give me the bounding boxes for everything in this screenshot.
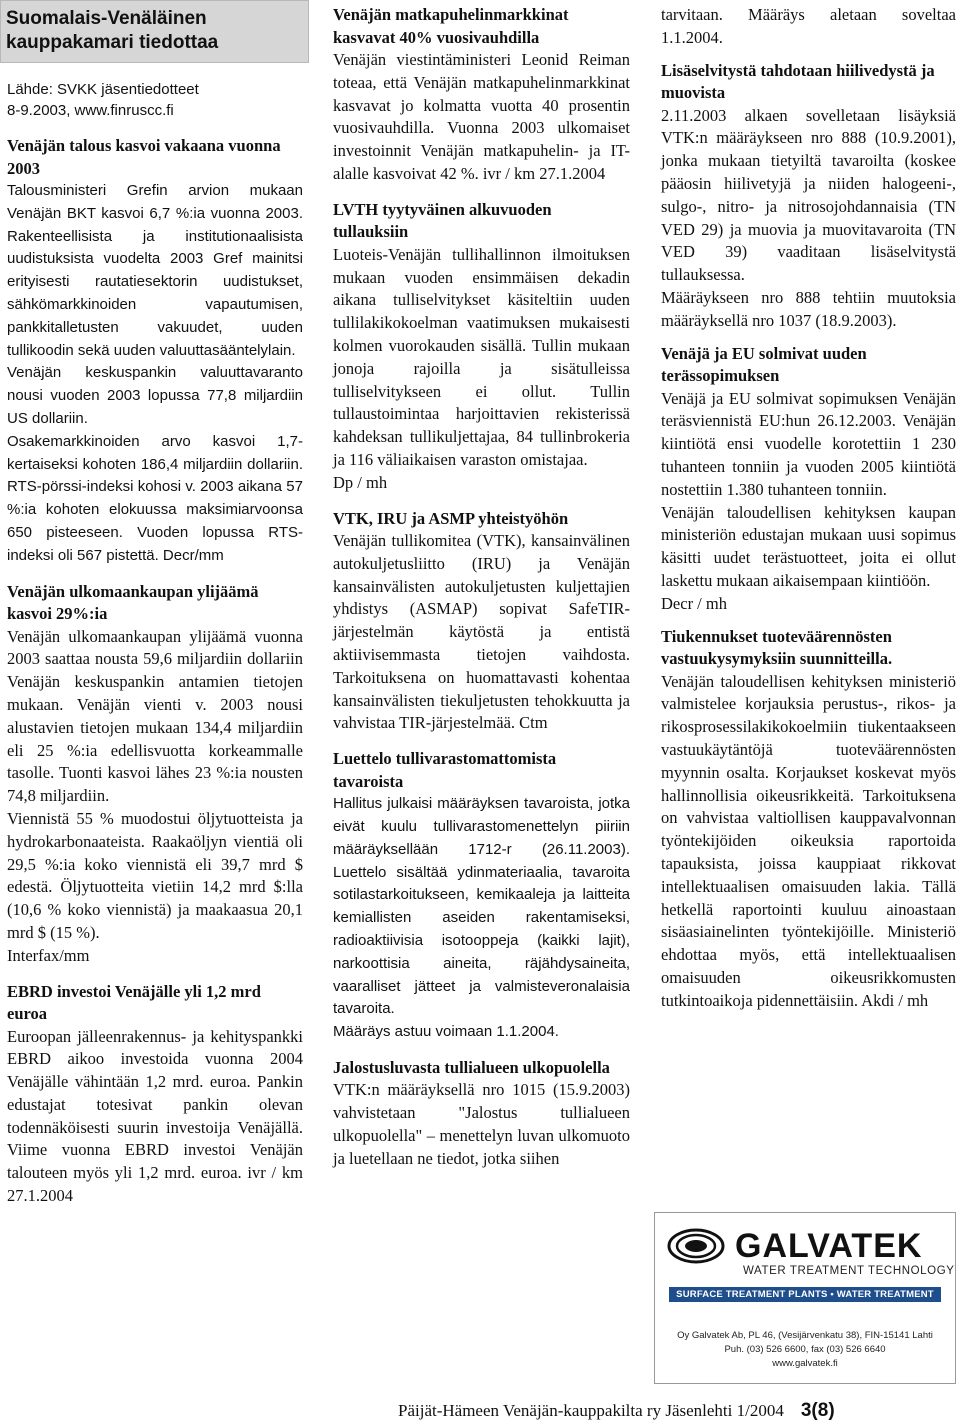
article-paragraph: VTK:n määräyksellä nro 1015 (15.9.2003) vahvistetaan "Jalostus tullialueen ulkopuolella" – menettelyn luvan ulkomuoto ja luetellaan ne tiedot, jotka siihen xyxy=(333,1080,630,1168)
column-1 xyxy=(7,0,303,1208)
article-title: EBRD investoi Venäjälle yli 1,2 mrd euroa xyxy=(7,981,261,1023)
company-phone: Puh. (03) 526 6600, fax (03) 526 6640 xyxy=(724,1344,886,1355)
brand-name: GALVATEK xyxy=(735,1227,923,1265)
company-address: Oy Galvatek Ab, PL 46, (Vesijärvenkatu 38), FIN-15141 Lahti xyxy=(677,1330,933,1341)
article-paragraph: Talousministeri Grefin arvion mukaan Venäjän BKT kasvoi 6,7 %:ia vuonna 2003. Rakenteellisista ja institutionaalisista uudistuksista vuodelta 2003 Gref mainitsi erityisesti rautatiesektorin uudistukset, sähkömarkkinoiden vapautumisen, pankkitalletusten vakuudet, uuden tullikoodin sekä uuden valuuttasääntelylain. xyxy=(7,182,303,359)
article-title: Jalostusluvasta tullialueen ulkopuolella xyxy=(333,1057,610,1077)
article-continuation xyxy=(661,4,956,50)
services-banner: SURFACE TREATMENT PLANTS • WATER TREATMENT PLANTS xyxy=(669,1287,941,1302)
article xyxy=(7,135,303,568)
article-title: LVTH tyytyväinen alkuvuoden tullauksiin xyxy=(333,199,552,242)
source-line2: 8-9.2003, www.finruscc.fi xyxy=(7,102,174,119)
section-header-line1: Suomalais-Venäläinen xyxy=(6,8,207,29)
article xyxy=(333,199,630,495)
article xyxy=(661,60,956,333)
article-paragraph: Venäjän viestintäministeri Leonid Reiman toteaa, että Venäjän matkapuhelinmarkkinat kasvavat jo kolmatta vuotta 40 prosentin vuosivauhdilla. Vuonna 2003 ulkomaiset investoinnit Venäjän matkapuhelin- ja IT-alalle kasvoivat 42 %. ivr / km 27.1.2004 xyxy=(333,50,630,183)
article-title: Luettelo tullivarastomattomista tavaroista xyxy=(333,749,557,791)
page-footer xyxy=(398,1400,835,1422)
article xyxy=(333,4,630,186)
section-header-box xyxy=(0,0,309,63)
article xyxy=(661,343,956,616)
galvatek-advertisement xyxy=(654,1212,956,1384)
article-paragraph: Hallitus julkaisi määräyksen tavaroista, jotka eivät kuulu tullivarastomenettelyn piiriin määräyksellään 1712-r (26.11.2003). Luettelo sisältää ydinmateriaalia, tavaroita sotilastarkoitukseen, kemikaaleja ja laitteita kemiallisten aseiden rakentamiseksi, radioaktiivisia isotooppeja (kaikki lajit), narkoottisia aineita, räjähdysaineita, vaaralliset jätteet ja valmisteveronalaisia tavaroita. xyxy=(333,795,630,1018)
article xyxy=(333,748,630,1044)
galvatek-logo-icon xyxy=(665,1227,727,1265)
article-title: Tiukennukset tuoteväärennösten vastuukysymyksiin suunnitteilla. xyxy=(661,626,893,669)
article-paragraph: Luoteis-Venäjän tullihallinnon ilmoituksen mukaan vuoden ensimmäisen dekadin aikana tulliselvitykset käsiteltiin uuden tullilakikokoelman vaatimuksen mukaisesti kolmen vuorokauden sisällä. Tullin mukaan jonoja rajoilla ja sisätulleissa tulliselvitykseen ei ollut. Tullin tullaustoimintaa harjoittavien rekisterissä kahdeksan tullikuljettajaa, 84 tullinbrokeria ja 116 väliaikaisen varaston omistajaa. xyxy=(333,244,630,469)
article-paragraph: Määräys astuu voimaan 1.1.2004. xyxy=(333,1023,559,1041)
article-paragraph: Venäjän taloudellisen kehityksen ministeriö valmistelee korjauksia perustus-, rikos- ja rikosprosessilakikokoelmiin tiukentaakseen vastuukäytäntöjä tuoteväärennösten myynnin osalta. Korjaukset koskevat myös hallinnollisia oikeusrikkeitä. Tarkoituksena on vahvistaa valtiollisen kauppavalvonnan työntekijöiden oikeuksia raportoida tapauksista, joissa kauppiaat rikkovat intellektuaalisen omaisuuden lakia. Tällä hetkellä raportointi kuuluu ainoastaan sisäasiainelinten työntekijöille. Ministeriö ehdottaa myös, että intellektuaalisen omaisuuden oikeusrikkomusten tutkintoaikoja pidennettäisiin. Akdi / mh xyxy=(661,671,956,1010)
article-title: Venäjän talous kasvoi vakaana vuonna 2003 xyxy=(7,136,281,178)
footer-publication: Päijät-Hämeen Venäjän-kauppakilta ry Jäsenlehti 1/2004 xyxy=(398,1401,784,1420)
source-line1: Lähde: SVKK jäsentiedotteet xyxy=(7,81,199,98)
article-paragraph: Osakemarkkinoiden arvo kasvoi 1,7-kertaiseksi kohoten 186,4 miljardiin dollariin. RTS-pörssi-indeksi kohosi v. 2003 aikana 57 %:ia kohoten elokuussa maksimiarvoonsa 650 pisteeseen. Vuoden lopussa RTS-indeksi oli 567 pistettä. Decr/mm xyxy=(7,432,303,564)
article-paragraph: Dp / mh xyxy=(333,472,388,492)
article-paragraph: Venäjän keskuspankin valuuttavaranto nousi vuoden 2003 lopussa 77,8 miljardiin US dollariin. xyxy=(7,364,303,427)
article-title: Lisäselvitystä tahdotaan hiilivedystä ja muovista xyxy=(661,60,935,103)
logo-row xyxy=(665,1227,922,1265)
article xyxy=(333,508,630,736)
article-paragraph: Venäjä ja EU solmivat sopimuksen Venäjän teräsviennistä EU:hun 26.12.2003. Venäjän kiintiötä ensi vuodelle korotettiin 1 230 tuhanteen tonniin ja vuoden 2005 kiintiötä nostettiin 1.380 tuhanteen tonniin. xyxy=(661,388,956,499)
article xyxy=(7,581,303,968)
article-paragraph: Interfax/mm xyxy=(7,945,90,965)
company-website: www.galvatek.fi xyxy=(772,1358,838,1369)
article-paragraph: Venäjän tullikomitea (VTK), kansainvälinen autokuljetusliitto (IRU) ja Venäjän kansainvälisten autokuljetusten kuljettajien yhdistys (ASMAP) sopivat SafeTIR-järjestelmän käytöstä ja entistä aktiivisemmasta tietojen vaihdosta. Tarkoituksena on huomattavasti kohentaa kansainvälisten tiekuljetusten tehokkuutta ja vahvistaa TIR-järjestelmää. Ctm xyxy=(333,531,630,733)
article-paragraph: Decr / mh xyxy=(661,593,727,613)
column-2 xyxy=(333,4,630,1171)
article xyxy=(661,626,956,1013)
article-paragraph: 2.11.2003 alkaen sovelletaan lisäyksiä VTK:n määräykseen nro 888 (10.9.2001), jonka mukaan tietyiltä tavaroilta (koskee pääosin hiilivetyjä ja niiden halogeeni-, sulgo-, nitro- ja nitrosojohdannaisia (TN VED 29) ja muovia ja muovitavaroita (TN VED 39) vaaditaan lisäselvitystä tullauksessa. xyxy=(661,105,956,285)
article-title: Venäjän matkapuhelinmarkkinat kasvavat 40% vuosivauhdilla xyxy=(333,5,569,47)
brand-tagline: WATER TREATMENT TECHNOLOGY xyxy=(743,1265,955,1277)
article-paragraph: Määräykseen nro 888 tehtiin muutoksia määräyksellä nro 1037 (18.9.2003). xyxy=(661,287,956,330)
source-note xyxy=(7,79,303,121)
column-3 xyxy=(661,4,956,1012)
article-paragraph: Viennistä 55 % muodostui öljytuotteista ja hydrokarbonaateista. Raakaöljyn vientiä oli 29,5 %:ia koko viennistä eli 39,7 mrd $ edestä. Öljytuotteita vietiin 14,2 mrd $:lla (10,6 % koko viennistä) ja maakaasua 20,1 mrd $ (15 %). xyxy=(7,808,303,942)
section-header-line2: kauppakamari tiedottaa xyxy=(6,32,219,53)
article-paragraph: Venäjän ulkomaankaupan ylijäämä vuonna 2003 saattaa nousta 59,6 miljardiin dollariin Venäjän keskuspankin antamien tietojen mukaan. Venäjän vienti v. 2003 nousi alustavien tietojen mukaan 134,4 miljardiin eli 25 %:ia edellisvuotta korkeammalle tasolle. Tuonti kasvoi lähes 23 %:ia nousten 74,8 miljardiin. xyxy=(7,626,303,806)
article-paragraph: Euroopan jälleenrakennus- ja kehityspankki EBRD aikoo investoida vuonna 2004 Venäjälle vähintään 1,2 mrd. euroa. Pankin edustajat totesivat pankin olevan todennäköisesti suurin investoija Venäjällä. Viime vuonna EBRD investoi Venäjän talouteen myös yli 1,2 mrd. euroa. ivr / km 27.1.2004 xyxy=(7,1026,303,1206)
article-title: VTK, IRU ja ASMP yhteistyöhön xyxy=(333,508,569,528)
article xyxy=(7,981,303,1208)
page-number: 3(8) xyxy=(800,1400,835,1421)
article-title: Venäjän ulkomaankaupan ylijäämä kasvoi 29%:ia xyxy=(7,581,259,624)
article xyxy=(333,1057,630,1171)
article-paragraph: tarvitaan. Määräys aletaan soveltaa 1.1.2004. xyxy=(661,5,956,47)
article-paragraph: Venäjän taloudellisen kehityksen kaupan ministeriön edustajan mukaan uusi sopimus käsitti uudet terästuotteet, joita ei ollut laskettu mukaan aikaisempaan kiintiöön. xyxy=(661,502,956,590)
article-title: Venäjä ja EU solmivat uuden terässopimuksen xyxy=(661,343,867,386)
